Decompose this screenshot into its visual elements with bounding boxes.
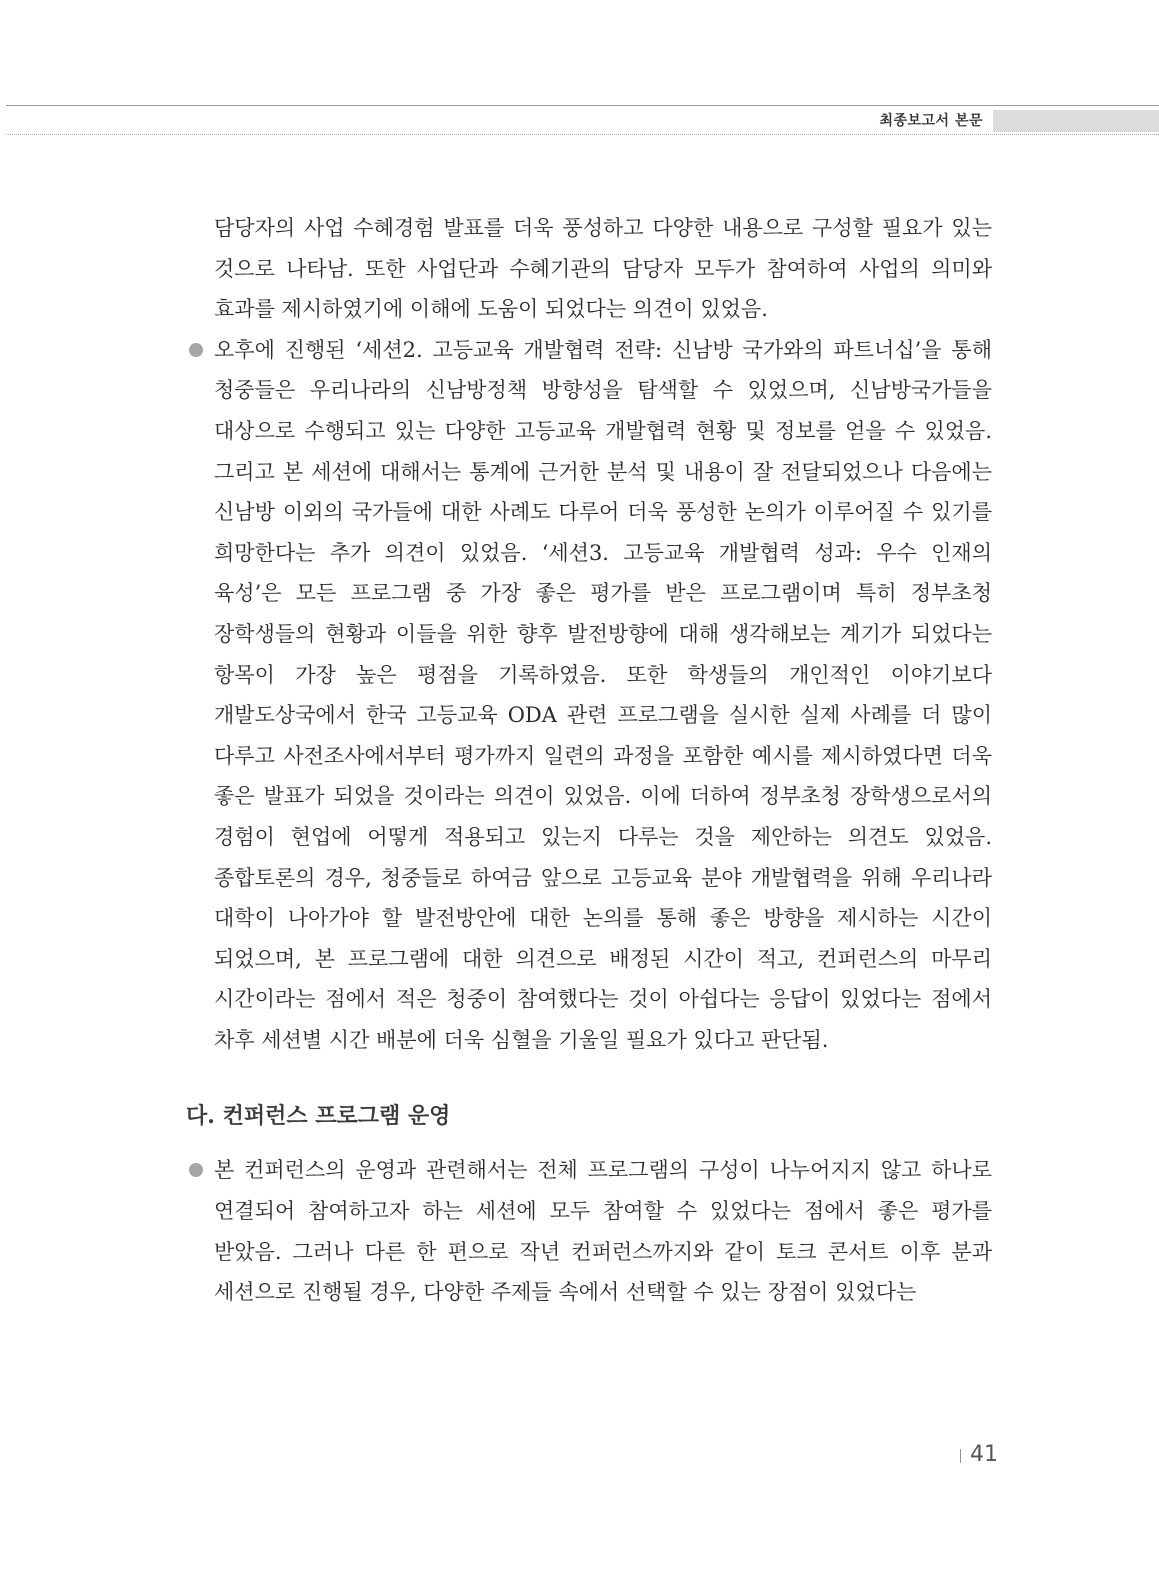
- page-number-divider: [960, 1449, 961, 1463]
- paragraph-continued-text: 담당자의 사업 수혜경험 발표를 더욱 풍성하고 다양한 내용으로 구성할 필요가 있는 것으로 나타남. 또한 사업단과 수혜기관의 담당자 모두가 참여하여 사업의 의미와 효과를 제시하였기에 이해에 도움이 되었다는 의견이 있었음.: [214, 216, 992, 322]
- bullet-icon: [189, 1163, 203, 1177]
- bullet-paragraph-sessions-text: 오후에 진행된 ‘세션2. 고등교육 개발협력 전략: 신남방 국가와의 파트너십’을 통해 청중들은 우리나라의 신남방정책 방향성을 탐색할 수 있었으며, 신남방국가들을 대상으로 수행되고 있는 다양한 고등교육 개발협력 현황 및 정보를 얻을 수 있었음. 그리고 본 세션에 대해서는 통계에 근거한 분석 및 내용이 잘 전달되었으나 다음에는 신남방 이외의 국가들에 대한 사례도 다루어 더욱 풍성한 논의가 이루어질 수 있기를 희망한다는 추가 의견이 있었음. ‘세션3. 고등교육 개발협력 성과: 우수 인재의 육성’은 모든 프로그램 중 가장 좋은 평가를 받은 프로그램이며 특히 정부초청 장학생들의 현황과 이들을 위한 향후 발전방향에 대해 생각해보는 계기가 되었다는 항목이 가장 높은 평점을 기록하였음. 또한 학생들의 개인적인 이야기보다 개발도상국에서 한국 고등교육 ODA 관련 프로그램을 실시한 실제 사례를 더 많이 다루고 사전조사에서부터 평가까지 일련의 과정을 포함한 예시를 제시하였다면 더욱 좋은 발표가 되었을 것이라는 의견이 있었음. 이에 더하여 정부초청 장학생으로서의 경험이 현업에 어떻게 적용되고 있는지 다루는 것을 제안하는 의견도 있었음. 종합토론의 경우, 청중들로 하여금 앞으로 고등교육 분야 개발협력을 위해 우리나라 대학이 나아가야 할 발전방안에 대한 논의를 통해 좋은 방향을 제시하는 시간이 되었으며, 본 프로그램에 대한 의견으로 배정된 시간이 적고, 컨퍼런스의 마무리 시간이라는 점에서 적은 청중이 참여했다는 것이 아쉽다는 응답이 있었다는 점에서 차후 세션별 시간 배분에 더욱 심혈을 기울일 필요가 있다고 판단됨.: [214, 337, 992, 1052]
- header-section-label: 최종보고서 본문: [879, 113, 983, 129]
- header-rule-top: [6, 105, 1159, 106]
- bullet-paragraph-sessions: [186, 330, 992, 1061]
- page-content: [186, 208, 992, 1313]
- header-rule-bottom: [6, 134, 1159, 135]
- page-number-text: 41: [970, 1442, 998, 1467]
- bullet-paragraph-operation: [186, 1150, 992, 1312]
- paragraph-continued: [186, 208, 992, 330]
- section-heading: 다. 컨퍼런스 프로그램 운영: [186, 1103, 451, 1130]
- header-accent-bar: [993, 110, 1159, 132]
- bullet-icon: [189, 343, 203, 357]
- page-number: [960, 1440, 998, 1470]
- bullet-paragraph-operation-text: 본 컨퍼런스의 운영과 관련해서는 전체 프로그램의 구성이 나누어지지 않고 하나로 연결되어 참여하고자 하는 세션에 모두 참여할 수 있었다는 점에서 좋은 평가를 받았음. 그러나 다른 한 편으로 작년 컨퍼런스까지와 같이 토크 콘서트 이후 분과 세션으로 진행될 경우, 다양한 주제들 속에서 선택할 수 있는 장점이 있었다는: [214, 1158, 992, 1305]
